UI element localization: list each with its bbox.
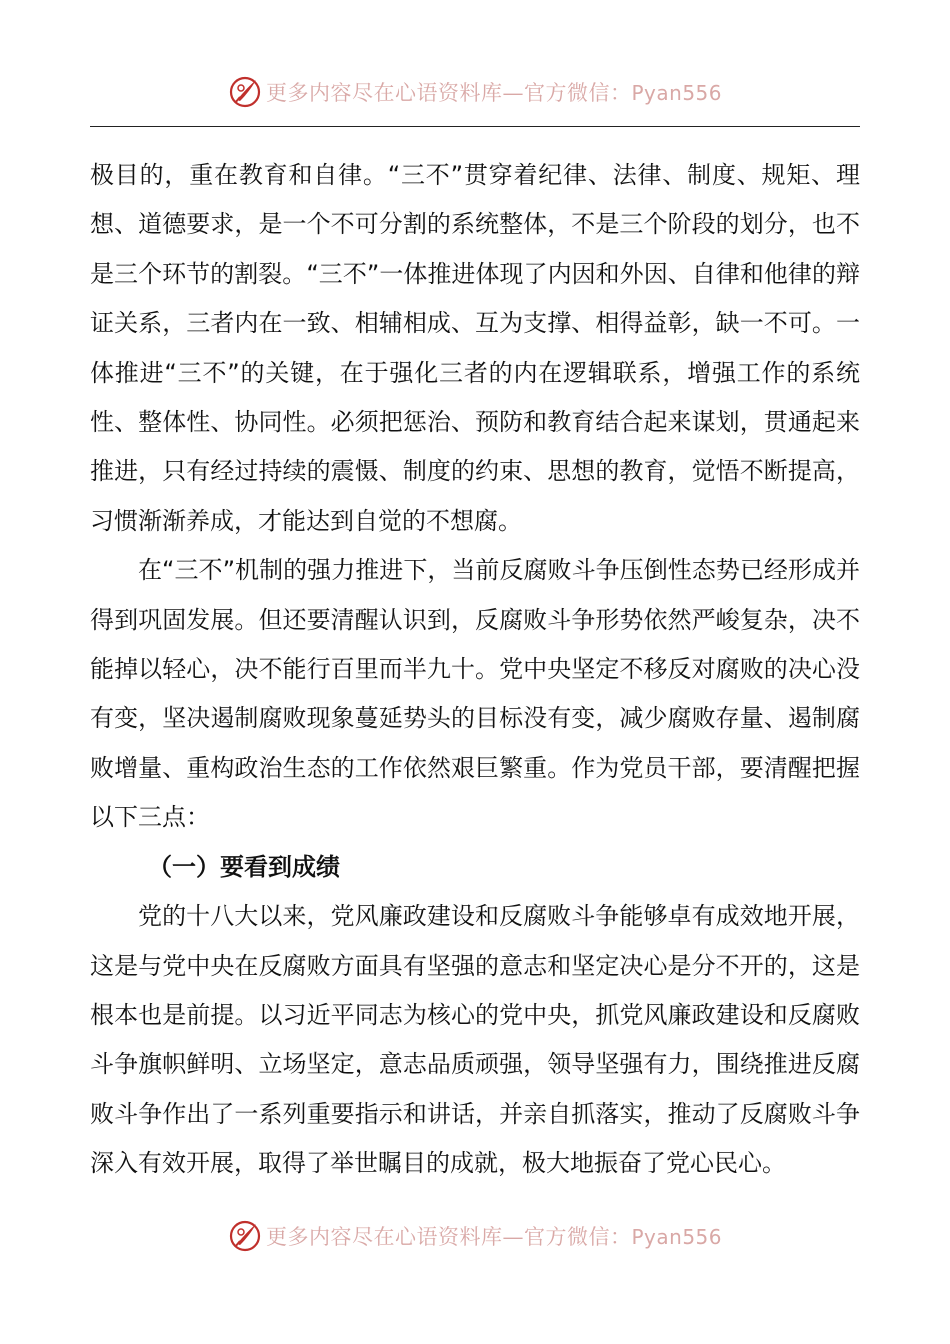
header-wechat-id: Pyan556: [631, 81, 722, 105]
footer-slogan: 更多内容尽在心语资料库—官方微信：: [265, 1225, 632, 1249]
body-paragraph-1: 极目的，重在教育和自律。“三不”贯穿着纪律、法律、制度、规矩、理想、道德要求，是一个不可分割的系统整体，不是三个阶段的划分，也不是三个环节的割裂。“三不”一体推进体现了内因和外因、自律和他律的辩证关系，三者内在一致、相辅相成、互为支撑、相得益彰，缺一不可。一体推进“三不”的关键，在于强化三者的内在逻辑联系，增强工作的系统性、整体性、协同性。必须把惩治、预防和教育结合起来谋划，贯通起来推进，只有经过持续的震慑、制度的约束、思想的教育，觉悟不断提高，习惯渐渐养成，才能达到自觉的不想腐。: [90, 161, 860, 535]
footer-banner-text: [266, 1221, 722, 1251]
header-slogan: 更多内容尽在心语资料库—官方微信：: [265, 81, 632, 105]
footer-banner: [0, 1214, 950, 1258]
document-body: [90, 151, 860, 1189]
quill-logo-icon: [228, 75, 262, 109]
section-heading: （一）要看到成绩: [148, 852, 340, 881]
body-paragraph-2: 在“三不”机制的强力推进下，当前反腐败斗争压倒性态势已经形成并得到巩固发展。但还要清醒认识到，反腐败斗争形势依然严峻复杂，决不能掉以轻心，决不能行百里而半九十。党中央坚定不移反对腐败的决心没有变，坚决遏制腐败现象蔓延势头的目标没有变，减少腐败存量、遏制腐败增量、重构政治生态的工作依然艰巨繁重。作为党员干部，要清醒把握以下三点：: [90, 556, 860, 832]
footer-wechat-id: Pyan556: [631, 1225, 722, 1249]
body-paragraph-3: 党的十八大以来，党风廉政建设和反腐败斗争能够卓有成效地开展，这是与党中央在反腐败方面具有坚强的意志和坚定决心是分不开的，这是根本也是前提。以习近平同志为核心的党中央，抓党风廉政建设和反腐败斗争旗帜鲜明、立场坚定，意志品质顽强，领导坚强有力，围绕推进反腐败斗争作出了一系列重要指示和讲话，并亲自抓落实，推动了反腐败斗争深入有效开展，取得了举世瞩目的成就，极大地振奋了党心民心。: [90, 902, 860, 1178]
quill-logo-icon: [228, 1219, 262, 1253]
header-divider: [90, 126, 860, 127]
header-banner: [0, 70, 950, 114]
header-banner-text: [266, 77, 722, 107]
